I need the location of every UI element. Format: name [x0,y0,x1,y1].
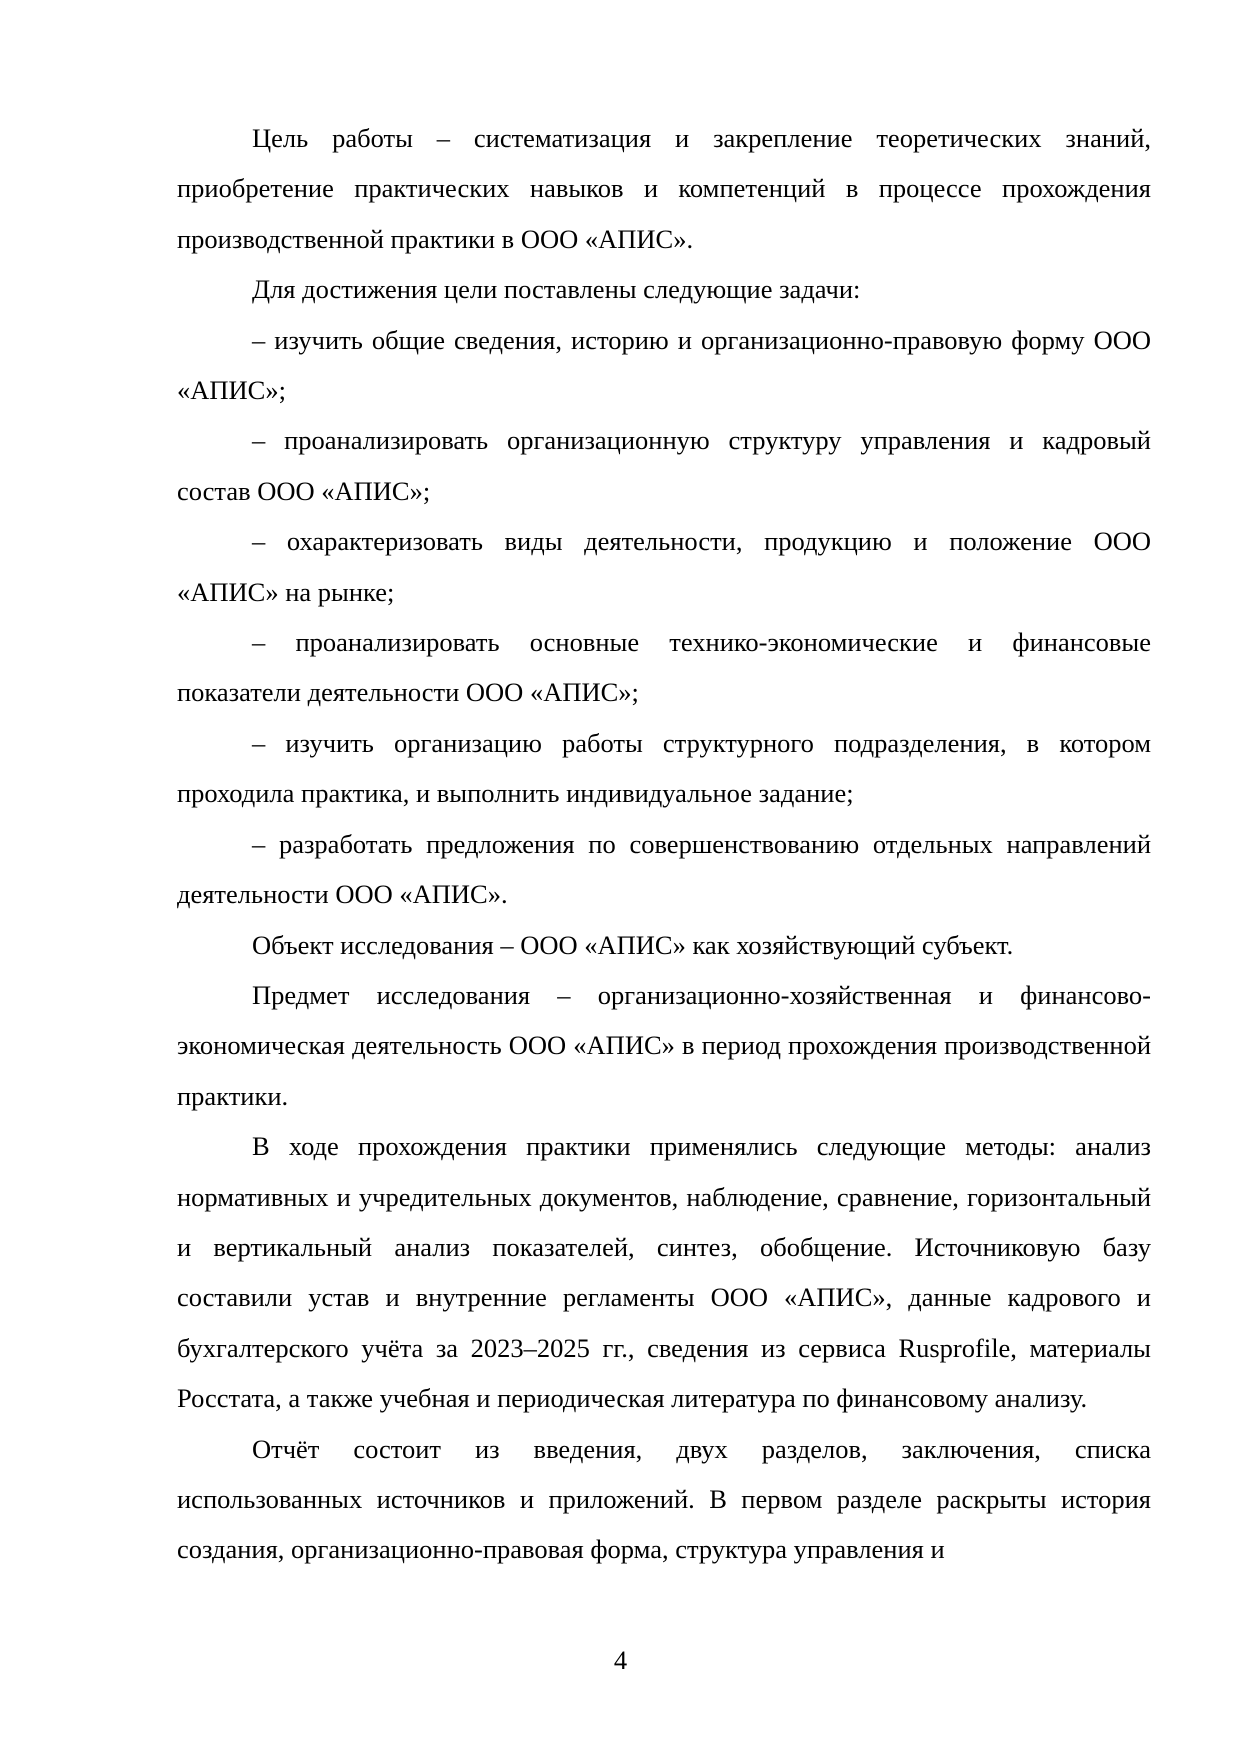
list-item-task-4: – проанализировать основные технико-экономические и финансовые показатели деятельности ООО «АПИС»; [177,627,1151,708]
paragraph-tasks-intro: Для достижения цели поставлены следующие задачи: [252,274,861,305]
list-item-task-6: – разработать предложения по совершенствованию отдельных направлений деятельности ООО «АПИС». [177,828,1151,910]
list-item-task-2: – проанализировать организационную структуру управления и кадровый состав ООО «АПИС»; [177,425,1151,506]
paragraph-methods: В ходе прохождения практики применялись следующие методы: анализ нормативных и учредительных документов, наблюдение, сравнение, горизонтальный и вертикальный анализ показателей, синтез, обобщение. Источниковую базу составили устав и внутренние регламенты ООО «АПИС», данные кадрового и бухгалтерского учёта за 2023–2025 гг., сведения из сервиса Rusprofile, материалы Росстата, а также учебная и периодическая литература по финансовому анализу. [177,1131,1151,1414]
paragraph-structure: Отчёт состоит из введения, двух разделов, заключения, списка использованных источников и приложений. В первом разделе раскрыты история создания, организационно-правовая форма, структура управления и [177,1433,1151,1565]
page-number: 4 [613,1645,628,1675]
list-item-task-3: – охарактеризовать виды деятельности, продукцию и положение ООО «АПИС» на рынке; [177,526,1151,607]
list-item-task-1: – изучить общие сведения, историю и организационно-правовую форму ООО «АПИС»; [177,324,1151,406]
paragraph-object: Объект исследования – ООО «АПИС» как хозяйствующий субъект. [252,929,1014,960]
document-body [177,113,1151,1575]
paragraph-goal: Цель работы – систематизация и закрепление теоретических знаний, приобретение практических навыков и компетенций в процессе прохождения производственной практики в ООО «АПИС». [177,123,1151,254]
paragraph-subject: Предмет исследования – организационно-хозяйственная и финансово-экономическая деятельность ООО «АПИС» в период прохождения производственной практики. [177,979,1151,1111]
list-item-task-5: – изучить организацию работы структурного подразделения, в котором проходила практика, и выполнить индивидуальное задание; [177,727,1151,809]
